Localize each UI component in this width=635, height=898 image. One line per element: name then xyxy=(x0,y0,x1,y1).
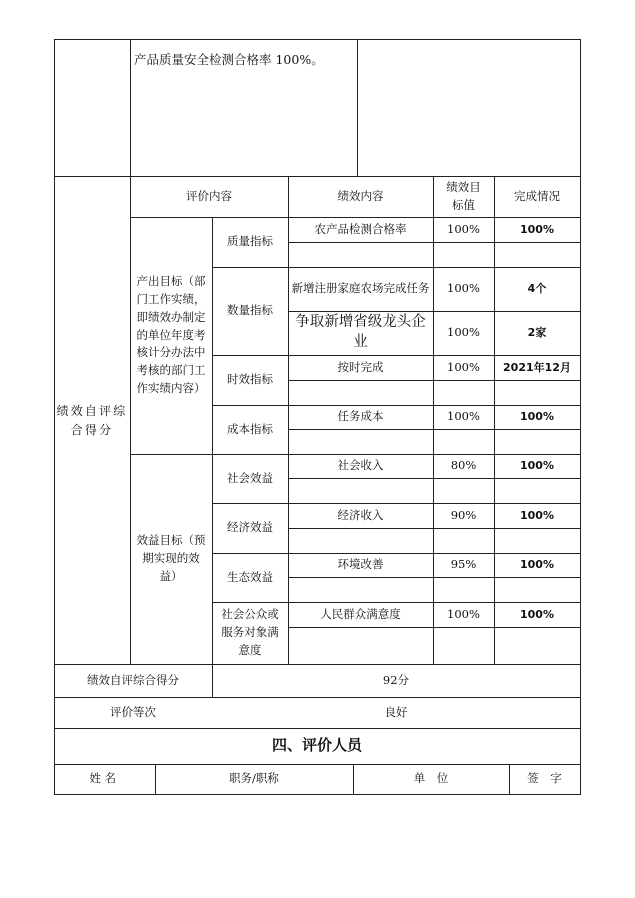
score-value: 92分 xyxy=(382,672,410,687)
section-label: 绩效自评综合得分 xyxy=(56,404,128,437)
row-result: 2021年12月 xyxy=(503,360,571,374)
header-perf-content: 绩效内容 xyxy=(337,188,384,203)
header-completion: 完成情况 xyxy=(514,188,560,203)
indicator-social: 社会效益 xyxy=(227,470,273,485)
column-unit: 单 位 xyxy=(413,771,449,786)
indicator-timeliness: 时效指标 xyxy=(227,372,273,387)
row-result: 100% xyxy=(520,410,554,424)
row-content: 争取新增省级龙头企业 xyxy=(295,314,426,350)
indicator-ecological: 生态效益 xyxy=(227,569,273,584)
row-target: 100% xyxy=(447,281,480,296)
column-title: 职务/职称 xyxy=(229,771,279,786)
row-content: 新增注册家庭农场完成任务 xyxy=(291,281,430,296)
indicator-economic: 经济效益 xyxy=(227,520,273,535)
header-eval-content: 评价内容 xyxy=(186,188,232,203)
row-target: 90% xyxy=(450,507,477,522)
row-content: 经济收入 xyxy=(337,507,384,522)
row-target: 100% xyxy=(447,359,480,374)
grade-label: 评价等次 xyxy=(110,704,156,719)
indicator-satisfaction: 社会公众或服务对象满意度 xyxy=(221,607,279,657)
header-target: 绩效目标值 xyxy=(446,179,481,212)
section-title: 四、评价人员 xyxy=(271,736,362,755)
row-result: 100% xyxy=(520,508,554,522)
indicator-cost: 成本指标 xyxy=(227,421,273,436)
row-result: 100% xyxy=(520,607,554,621)
row-content: 任务成本 xyxy=(337,409,384,424)
row-result: 100% xyxy=(520,558,554,572)
row-target: 100% xyxy=(447,606,480,621)
indicator-quality: 质量指标 xyxy=(227,234,273,249)
row-result: 2家 xyxy=(527,326,547,340)
score-label: 绩效自评综合得分 xyxy=(87,672,179,687)
grade-value: 良好 xyxy=(384,704,408,719)
column-name: 姓名 xyxy=(89,771,120,786)
row-result: 100% xyxy=(520,459,554,473)
row-content: 社会收入 xyxy=(337,458,384,473)
row-target: 100% xyxy=(447,221,480,236)
row-content: 人民群众满意度 xyxy=(320,606,401,621)
row-target: 95% xyxy=(450,557,477,572)
row-result: 4个 xyxy=(527,282,547,296)
row-target: 100% xyxy=(447,325,480,340)
indicator-quantity: 数量指标 xyxy=(227,303,273,318)
output-goal-label: 产出目标（部门工作实绩，即绩效办制定的单位年度考核计分办法中考核的部门工作实绩内容） xyxy=(136,274,206,396)
row-target: 80% xyxy=(450,458,477,473)
row-result: 100% xyxy=(520,222,554,236)
top-text: 产品质量安全检测合格率 100%。 xyxy=(134,52,324,68)
row-target: 100% xyxy=(447,409,480,424)
benefit-goal-label: 效益目标（预期实现的效益） xyxy=(136,533,206,583)
column-signature: 签 字 xyxy=(527,771,562,786)
row-content: 按时完成 xyxy=(337,359,384,374)
row-content: 农产品检测合格率 xyxy=(314,221,407,236)
row-content: 环境改善 xyxy=(337,557,384,572)
